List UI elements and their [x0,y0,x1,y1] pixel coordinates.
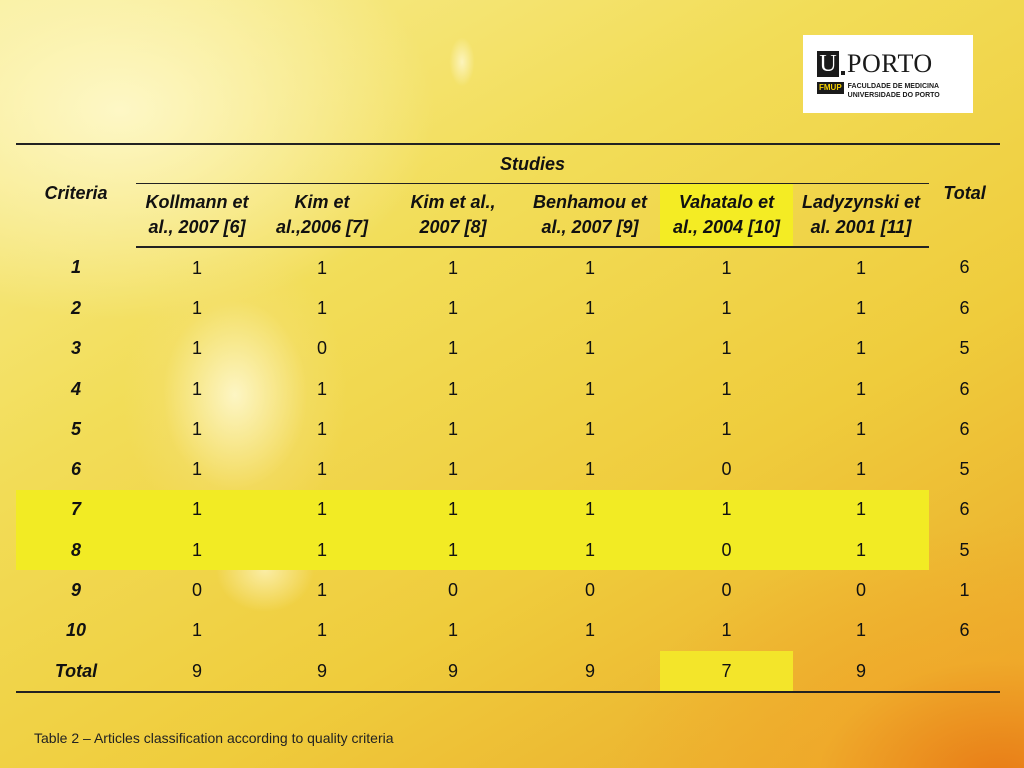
table-row [16,247,1000,288]
fmup-logo [803,35,973,113]
criterion-label: 9 [70,580,81,601]
study-header: Kim et al., 2007 [8] [386,184,520,248]
score-cell: 1 [316,418,327,439]
score-cell: 0 [584,580,595,601]
score-cell: 1 [191,257,202,278]
score-cell: 1 [191,297,202,318]
quality-criteria-table [16,143,1000,693]
criterion-label: 7 [16,490,136,530]
criterion-label: 8 [16,530,136,570]
score-cell: 1 [584,378,595,399]
score-cell: 1 [191,338,202,359]
table-caption: Table 2 – Articles classification according to quality criteria [34,730,394,746]
score-cell: 1 [447,257,458,278]
score-cell: 1 [721,297,732,318]
score-cell: 1 [316,378,327,399]
score-cell: 1 [447,418,458,439]
logo-line-1: FACULDADE DE MEDICINA [847,83,940,90]
score-cell: 1 [856,378,867,399]
score-cell: 1 [660,490,793,530]
column-total: 9 [136,651,258,692]
criterion-label: 5 [70,418,81,439]
study-header: Kollmann et al., 2007 [6] [136,184,258,248]
column-total: 9 [793,651,929,692]
table-row [16,570,1000,610]
logo-fmup-badge: FMUP [819,83,842,92]
score-cell: 1 [856,418,867,439]
score-cell: 1 [793,530,929,570]
logo-u-mark: U [817,51,839,77]
score-cell: 0 [660,530,793,570]
score-cell: 1 [721,418,732,439]
table-row [16,449,1000,489]
criterion-label: 1 [70,257,81,278]
score-cell: 1 [316,459,327,480]
score-cell: 1 [721,257,732,278]
logo-subtitle [817,82,963,100]
table-row [16,288,1000,328]
score-cell: 1 [191,418,202,439]
row-total: 6 [959,620,970,641]
score-cell: 1 [793,490,929,530]
score-cell: 1 [191,378,202,399]
score-cell: 0 [191,580,202,601]
criterion-label: 2 [70,297,81,318]
criterion-label: 6 [70,459,81,480]
score-cell: 1 [584,338,595,359]
row-total: 5 [959,459,970,480]
row-total: 6 [959,418,970,439]
criteria-header: Criteria [16,144,136,247]
score-cell: 1 [584,297,595,318]
score-cell: 1 [191,620,202,641]
score-cell: 1 [856,297,867,318]
score-cell: 1 [316,620,327,641]
table-row [16,369,1000,409]
score-cell: 1 [520,490,660,530]
score-cell: 1 [584,620,595,641]
grand-total [929,651,1000,692]
score-cell: 1 [721,378,732,399]
row-total: 6 [959,378,970,399]
score-cell: 1 [856,620,867,641]
table-row [16,611,1000,651]
score-cell: 1 [136,490,258,530]
column-total-highlighted: 7 [660,651,793,692]
score-cell: 0 [316,338,327,359]
score-cell: 1 [447,297,458,318]
score-cell: 0 [721,580,732,601]
score-cell: 1 [584,459,595,480]
logo-dot [841,71,845,75]
table-row [16,329,1000,369]
score-cell: 1 [316,257,327,278]
study-header: Kim et al.,2006 [7] [258,184,386,248]
score-cell: 0 [447,580,458,601]
score-cell: 1 [447,459,458,480]
row-total: 5 [959,539,970,560]
score-cell: 1 [447,378,458,399]
studies-header: Studies [136,144,929,184]
score-cell: 1 [721,620,732,641]
score-cell: 1 [316,580,327,601]
table-row [16,409,1000,449]
row-total: 1 [959,580,970,601]
score-cell: 1 [447,338,458,359]
score-cell: 1 [520,530,660,570]
score-cell: 1 [316,297,327,318]
score-cell: 1 [258,530,386,570]
row-total: 6 [959,257,970,278]
totals-label: Total [16,651,136,692]
score-cell: 1 [386,530,520,570]
score-cell: 1 [136,530,258,570]
row-total: 5 [959,338,970,359]
score-cell: 1 [447,620,458,641]
total-header: Total [929,144,1000,247]
criterion-label: 10 [65,620,87,641]
logo-wordmark [817,49,963,79]
logo-porto-text: PORTO [847,49,933,78]
score-cell: 1 [856,338,867,359]
row-total: 6 [959,297,970,318]
score-cell: 1 [191,459,202,480]
column-total: 9 [258,651,386,692]
study-header-highlighted: Vahatalo et al., 2004 [10] [660,184,793,248]
score-cell: 1 [584,257,595,278]
study-header: Ladyzynski et al. 2001 [11] [793,184,929,248]
score-cell: 0 [721,459,732,480]
score-cell: 1 [856,257,867,278]
study-header: Benhamou et al., 2007 [9] [520,184,660,248]
totals-row [16,651,1000,692]
column-total: 9 [386,651,520,692]
score-cell: 1 [856,459,867,480]
score-cell: 0 [856,580,867,601]
score-cell: 1 [721,338,732,359]
table-row-highlighted [16,490,1000,530]
row-total: 6 [959,499,970,520]
score-cell: 1 [386,490,520,530]
criterion-label: 4 [70,378,81,399]
logo-line-2: UNIVERSIDADE DO PORTO [847,92,940,99]
score-cell: 1 [258,490,386,530]
column-total: 9 [520,651,660,692]
score-cell: 1 [584,418,595,439]
criterion-label: 3 [70,338,81,359]
table-row-highlighted [16,530,1000,570]
